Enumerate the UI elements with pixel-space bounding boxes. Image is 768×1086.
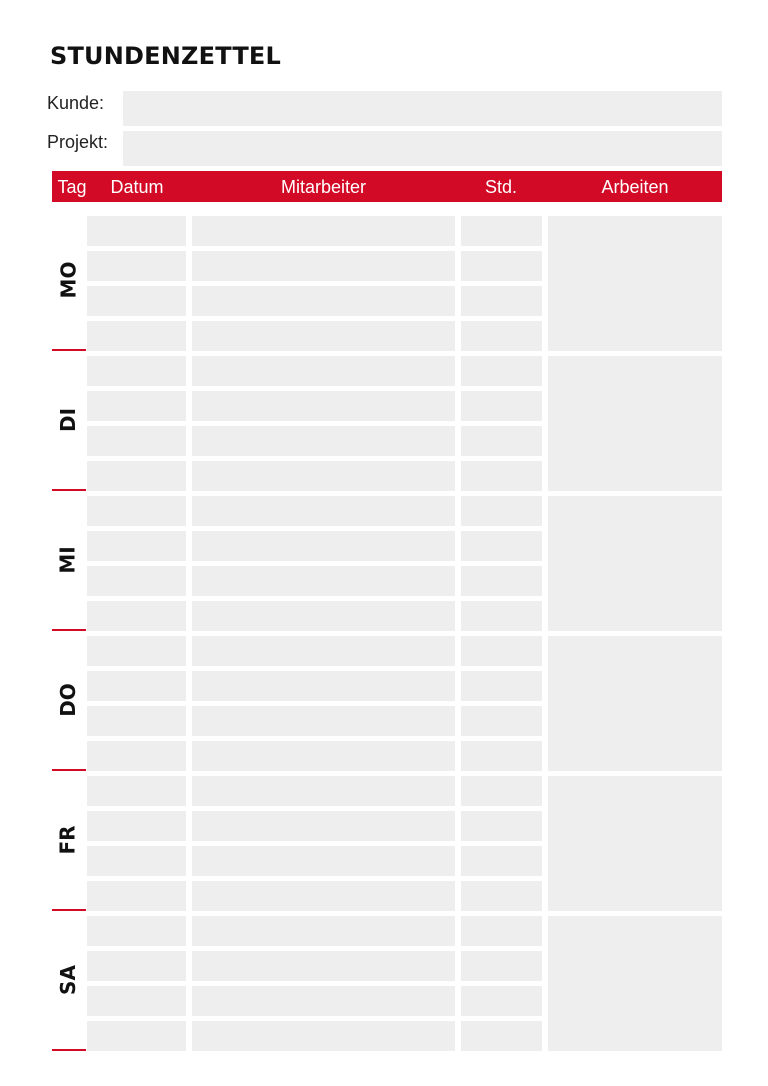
mi-mitarbeiter-cell[interactable] (192, 601, 455, 631)
sa-mitarbeiter-cell[interactable] (192, 951, 455, 981)
sa-std-cell[interactable] (461, 951, 542, 981)
do-std-cell[interactable] (461, 671, 542, 701)
di-datum-cell[interactable] (87, 426, 186, 456)
day-label-text: DO (55, 683, 80, 717)
mo-std-cell[interactable] (461, 216, 542, 246)
sa-mitarbeiter-cell[interactable] (192, 916, 455, 946)
table-header (52, 171, 722, 202)
day-divider (52, 629, 86, 631)
mo-mitarbeiter-cell[interactable] (192, 321, 455, 351)
sa-mitarbeiter-cell[interactable] (192, 986, 455, 1016)
day-label-sa (50, 965, 86, 1004)
di-std-cell[interactable] (461, 426, 542, 456)
sa-datum-cell[interactable] (87, 1021, 186, 1051)
day-label-fr (50, 825, 86, 864)
di-mitarbeiter-cell[interactable] (192, 461, 455, 491)
mo-std-cell[interactable] (461, 321, 542, 351)
day-label-do (50, 683, 86, 724)
mi-datum-cell[interactable] (87, 496, 186, 526)
do-mitarbeiter-cell[interactable] (192, 741, 455, 771)
mo-mitarbeiter-cell[interactable] (192, 216, 455, 246)
day-divider (52, 769, 86, 771)
di-mitarbeiter-cell[interactable] (192, 356, 455, 386)
mo-datum-cell[interactable] (87, 251, 186, 281)
mi-arbeiten-cell[interactable] (548, 496, 722, 631)
page-title: STUNDENZETTEL (50, 42, 282, 70)
fr-mitarbeiter-cell[interactable] (192, 881, 455, 911)
fr-mitarbeiter-cell[interactable] (192, 846, 455, 876)
mo-std-cell[interactable] (461, 286, 542, 316)
mo-std-cell[interactable] (461, 251, 542, 281)
fr-datum-cell[interactable] (87, 776, 186, 806)
mi-std-cell[interactable] (461, 531, 542, 561)
projekt-label: Projekt: (47, 132, 109, 152)
do-std-cell[interactable] (461, 636, 542, 666)
sa-mitarbeiter-cell[interactable] (192, 1021, 455, 1051)
day-label-text: DI (55, 407, 80, 433)
di-datum-cell[interactable] (87, 461, 186, 491)
mi-datum-cell[interactable] (87, 601, 186, 631)
fr-datum-cell[interactable] (87, 881, 186, 911)
kunde-field[interactable] (123, 91, 722, 126)
do-datum-cell[interactable] (87, 636, 186, 666)
do-mitarbeiter-cell[interactable] (192, 706, 455, 736)
mi-std-cell[interactable] (461, 496, 542, 526)
fr-datum-cell[interactable] (87, 811, 186, 841)
fr-std-cell[interactable] (461, 776, 542, 806)
mo-datum-cell[interactable] (87, 286, 186, 316)
day-divider (52, 1049, 86, 1051)
di-mitarbeiter-cell[interactable] (192, 391, 455, 421)
mi-datum-cell[interactable] (87, 566, 186, 596)
do-mitarbeiter-cell[interactable] (192, 671, 455, 701)
di-mitarbeiter-cell[interactable] (192, 426, 455, 456)
kunde-label: Kunde: (47, 93, 105, 113)
sa-std-cell[interactable] (461, 916, 542, 946)
mi-mitarbeiter-cell[interactable] (192, 496, 455, 526)
fr-std-cell[interactable] (461, 881, 542, 911)
day-divider (52, 909, 86, 911)
day-label-mi (50, 548, 86, 584)
sa-datum-cell[interactable] (87, 916, 186, 946)
mo-mitarbeiter-cell[interactable] (192, 251, 455, 281)
day-label-text: SA (55, 965, 80, 995)
di-arbeiten-cell[interactable] (548, 356, 722, 491)
mi-std-cell[interactable] (461, 566, 542, 596)
day-label-text: FR (56, 825, 80, 855)
fr-mitarbeiter-cell[interactable] (192, 776, 455, 806)
di-std-cell[interactable] (461, 356, 542, 386)
day-divider (52, 349, 86, 351)
mi-mitarbeiter-cell[interactable] (192, 566, 455, 596)
sa-std-cell[interactable] (461, 986, 542, 1016)
di-std-cell[interactable] (461, 461, 542, 491)
do-datum-cell[interactable] (87, 741, 186, 771)
day-label-mo (50, 261, 86, 304)
di-datum-cell[interactable] (87, 391, 186, 421)
do-datum-cell[interactable] (87, 671, 186, 701)
mo-datum-cell[interactable] (87, 216, 186, 246)
sa-std-cell[interactable] (461, 1021, 542, 1051)
day-label-di (50, 408, 86, 444)
mo-arbeiten-cell[interactable] (548, 216, 722, 351)
mi-std-cell[interactable] (461, 601, 542, 631)
do-std-cell[interactable] (461, 741, 542, 771)
do-arbeiten-cell[interactable] (548, 636, 722, 771)
fr-std-cell[interactable] (461, 846, 542, 876)
mi-datum-cell[interactable] (87, 531, 186, 561)
do-std-cell[interactable] (461, 706, 542, 736)
sa-datum-cell[interactable] (87, 951, 186, 981)
fr-std-cell[interactable] (461, 811, 542, 841)
projekt-field[interactable] (123, 131, 722, 166)
column-header-datum: Datum (110, 177, 164, 197)
fr-mitarbeiter-cell[interactable] (192, 811, 455, 841)
column-header-tag: Tag (57, 177, 87, 197)
day-label-text: MO (56, 261, 81, 299)
mo-mitarbeiter-cell[interactable] (192, 286, 455, 316)
mi-mitarbeiter-cell[interactable] (192, 531, 455, 561)
column-header-arbeiten: Arbeiten (601, 177, 669, 197)
fr-arbeiten-cell[interactable] (548, 776, 722, 911)
day-label-text: MI (56, 546, 80, 574)
di-std-cell[interactable] (461, 391, 542, 421)
column-header-std: Std. (484, 177, 518, 197)
sa-arbeiten-cell[interactable] (548, 916, 722, 1051)
mo-datum-cell[interactable] (87, 321, 186, 351)
di-datum-cell[interactable] (87, 356, 186, 386)
do-mitarbeiter-cell[interactable] (192, 636, 455, 666)
column-header-mitarbeiter: Mitarbeiter (280, 177, 367, 197)
fr-datum-cell[interactable] (87, 846, 186, 876)
sa-datum-cell[interactable] (87, 986, 186, 1016)
day-divider (52, 489, 86, 491)
do-datum-cell[interactable] (87, 706, 186, 736)
